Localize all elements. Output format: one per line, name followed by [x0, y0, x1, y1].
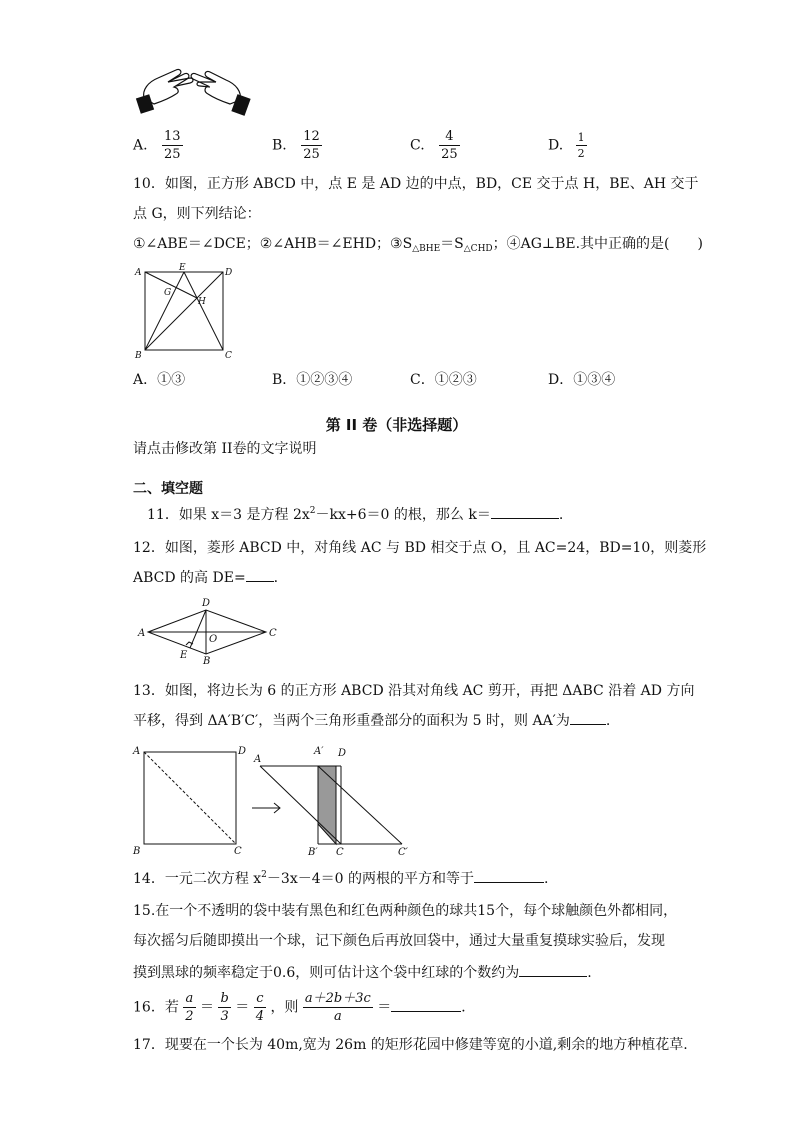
label-e: E: [179, 263, 186, 273]
label-c-prime: C′: [398, 847, 408, 858]
right-hand-icon: [191, 71, 240, 104]
label-e: E: [180, 650, 188, 661]
q9-option-d[interactable]: D. $\frac{1}{2}$: [548, 131, 585, 160]
diagonal-ac: [144, 752, 236, 844]
q13-translation-figure: [130, 742, 430, 858]
left-hand-icon: [144, 69, 193, 104]
q9-option-c[interactable]: C. $\frac{4}{25}$: [410, 129, 458, 162]
label-h: H: [198, 297, 206, 307]
q16-text: 16．若 $\frac{a}{2}$ ＝ $\frac{b}{3}$ ＝ $\frac{c}{4}$ ，则 $\frac{a+2b+3c}{a}$ ＝ ．: [133, 991, 476, 1024]
label-d-second: D: [338, 748, 347, 759]
q9-option-a[interactable]: A. $\frac{13}{25}$: [133, 129, 181, 162]
q10-option-a[interactable]: A．①③: [133, 372, 186, 388]
q13-answer-blank[interactable]: [570, 723, 606, 725]
label-a: A: [133, 746, 141, 757]
label-c: C: [225, 351, 232, 361]
q12-rhombus-figure: [134, 596, 284, 668]
height-de: [190, 610, 206, 648]
label-c-second: C: [336, 847, 344, 858]
diagonal-bd: [145, 272, 223, 350]
label-b: B: [135, 351, 142, 361]
q11-answer-blank[interactable]: [491, 517, 559, 519]
q17-text: 17．现要在一个长为 40m,宽为 26m 的矩形花园中修建等宽的小道,剩余的地方种植花草.: [133, 1037, 688, 1053]
q9-option-b[interactable]: B. $\frac{12}{25}$: [272, 129, 320, 162]
label-d: D: [225, 268, 233, 278]
label-a: A: [138, 628, 146, 639]
q14-answer-blank[interactable]: [474, 881, 544, 883]
q15-line1: 15.在一个不透明的袋中装有黑色和红色两种颜色的球共15个，每个球触颜色外都相同，: [133, 903, 678, 919]
label-a-second: A: [254, 754, 262, 765]
q10-line1: 10．如图，正方形 ABCD 中，点 E 是 AD 边的中点，BD，CE 交于点 H，BE、AH 交于: [133, 176, 699, 192]
q14-text: 14．一元二次方程 $x^2-3x-4=0$ 的两根的平方和等于 .: [133, 870, 549, 887]
label-b-prime: B′: [308, 847, 318, 858]
part-two-heading: 二、填空题: [133, 481, 203, 497]
q13-line2: 平移，得到 ΔA′B′C′，当两个三角形重叠部分的面积为 5 时，则 AA′为 .: [133, 713, 611, 729]
label-c: C: [269, 628, 277, 639]
label-o: O: [209, 634, 218, 645]
q15-answer-blank[interactable]: [519, 975, 587, 977]
label-g: G: [164, 288, 172, 298]
q10-option-c[interactable]: C．①②③: [410, 372, 477, 388]
segment-be: [145, 272, 184, 350]
q16-answer-blank[interactable]: [391, 1010, 461, 1012]
label-a: A: [135, 268, 142, 278]
q11-text: 11．如果 x＝3 是方程 $2x^2-kx+6=0$ 的根，那么 k＝ .: [147, 506, 564, 523]
q10-option-d[interactable]: D．①③④: [548, 372, 616, 388]
label-d: D: [238, 746, 247, 757]
segment-ce: [184, 272, 223, 350]
q10-line3: ①∠ABE＝∠DCE；②∠AHB＝∠EHD；$③S_{\triangle BHE}=S_{\triangle CHD}$；④AG⊥BE.其中正确的是( ): [133, 236, 703, 254]
q10-square-figure: [130, 262, 240, 362]
section-title: 第 II 卷（非选择题）: [325, 416, 468, 434]
overlap-region: [318, 766, 336, 844]
section-note[interactable]: 请点击修改第 II卷的文字说明: [133, 441, 317, 457]
label-b: B: [133, 846, 141, 857]
q15-line3: 摸到黑球的频率稳定于0.6，则可估计这个袋中红球的个数约为 .: [133, 965, 592, 981]
label-c: C: [234, 846, 242, 857]
label-a-prime: A′: [314, 746, 324, 757]
q15-line2: 每次摇匀后随即摸出一个球，记下颜色后再放回袋中，通过大量重复摸球实验后，发现: [133, 933, 665, 949]
hands-illustration: [130, 60, 265, 120]
q10-option-b[interactable]: B．①②③④: [272, 372, 353, 388]
q10-line2: 点 G，则下列结论：: [133, 206, 261, 222]
q12-answer-blank[interactable]: [246, 580, 274, 582]
q13-line1: 13．如图，将边长为 6 的正方形 ABCD 沿其对角线 AC 剪开，再把 ΔABC 沿着 AD 方向: [133, 683, 695, 699]
label-d: D: [202, 598, 211, 609]
q12-line1: 12．如图，菱形 ABCD 中，对角线 AC 与 BD 相交于点 O，且 AC=24，BD=10，则菱形: [133, 540, 707, 556]
label-b: B: [203, 656, 211, 667]
q12-line2: ABCD 的高 DE= .: [133, 570, 279, 586]
